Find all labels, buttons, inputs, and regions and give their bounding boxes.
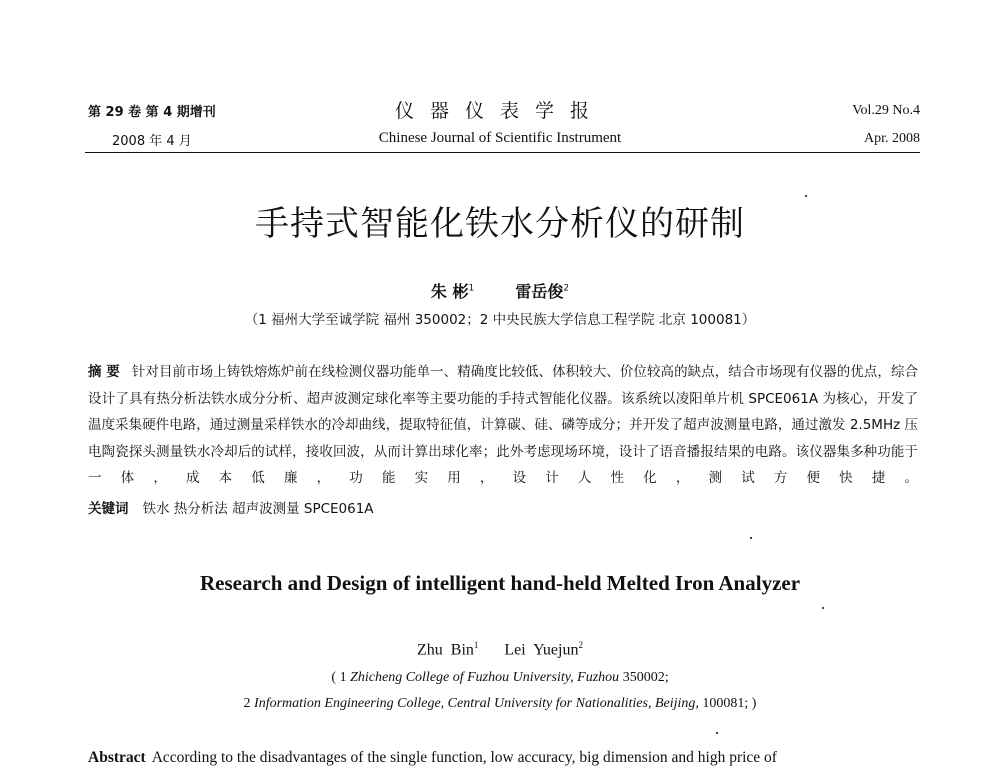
scan-speck — [716, 732, 718, 734]
journal-title-en: Chinese Journal of Scientific Instrument — [378, 130, 622, 146]
authors-cn — [0, 279, 1000, 302]
author-sup: 1 — [468, 283, 475, 294]
date-en: Apr. 2008 — [864, 131, 920, 146]
author-name: Zhu Bin — [417, 641, 474, 659]
date-cn: 2008 年 4 月 — [112, 134, 192, 149]
keywords-cn-label: 关键词 — [88, 501, 129, 517]
abstract-en-label: Abstract — [88, 749, 146, 766]
author-name: Lei Yuejun — [504, 641, 579, 659]
scan-speck — [750, 537, 752, 539]
paper-title-en: Research and Design of intelligent hand-held Melted Iron Analyzer — [199, 571, 801, 595]
abstract-cn-text: 针对目前市场上铸铁熔炼炉前在线检测仪器功能单一、精确度比较低、体积较大、价位较高的缺点，结合市场现有仪器的优点，综合设计了具有热分析法铁水成分分析、超声波测定球化率等主要功能的手持式智能化仪器。该系统以凌阳单片机 SPCE061A 为核心，开发了温度采集硬件电路，通过测量采样铁水的冷却曲线，提取特征值，计算碳、硅、磷等成分；并开发了超声波测量电路，通过激发 2.5MHz 压电陶瓷探头测量铁水冷却后的试样，接收回波，从而计算出球化率；此外考虑现场环境，设计了语音播报结果的电路。该仪器集多种功能于一体，成本低廉，功能实用，设计人性化，测试方便快捷。 — [88, 364, 919, 486]
journal-title-cn: 仪器仪表学报 — [394, 100, 605, 122]
author-sup: 1 — [473, 640, 479, 650]
scan-speck — [805, 195, 807, 197]
paper-title-cn: 手持式智能化铁水分析仪的研制 — [255, 204, 745, 244]
abstract-cn-label: 摘 要 — [88, 364, 120, 380]
author-name: 朱 彬 — [430, 282, 469, 301]
header-rule — [85, 152, 920, 153]
abstract-en — [88, 748, 918, 768]
affiliation-cn: （1 福州大学至诚学院 福州 350002；2 中央民族大学信息工程学院 北京 100081） — [244, 312, 756, 328]
abstract-cn — [88, 359, 918, 492]
author-sup: 2 — [578, 640, 583, 650]
keywords-cn-text: 铁水 热分析法 超声波测量 SPCE061A — [142, 501, 374, 517]
author-name: 雷岳俊 — [515, 282, 564, 301]
affiliation-en-line1: ( 1 Zhicheng College of Fuzhou University, Fuzhou 350002; — [331, 670, 669, 685]
volume-issue-en: Vol.29 No.4 — [852, 103, 920, 118]
keywords-cn — [88, 497, 374, 517]
affiliation-en-line2: 2 Information Engineering College, Central University for Nationalities, Beijing, 100081; ) — [243, 696, 757, 711]
author-sup: 2 — [563, 283, 570, 294]
scan-speck — [822, 607, 824, 609]
authors-en — [0, 640, 1000, 659]
abstract-en-text: According to the disadvantages of the single function, low accuracy, big dimension and high price of — [151, 749, 777, 766]
volume-issue-cn: 第 29 卷 第 4 期增刊 — [88, 105, 216, 120]
